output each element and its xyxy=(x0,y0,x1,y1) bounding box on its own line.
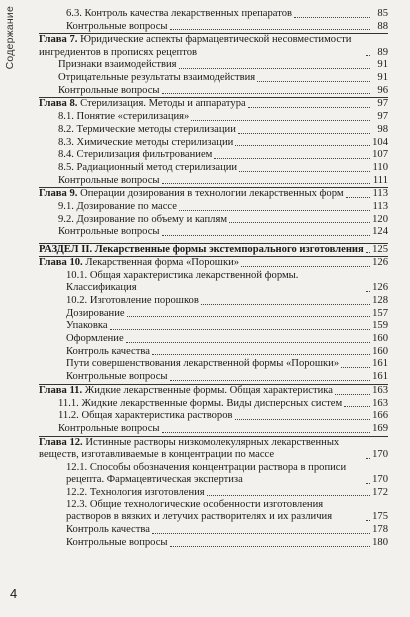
dot-leader xyxy=(366,291,370,292)
toc-entry-text: Признаки взаимодействия xyxy=(58,59,177,71)
toc-entry xyxy=(39,149,388,161)
toc-entry xyxy=(39,8,388,20)
toc-entry-prefix: Глава 10. xyxy=(39,257,83,269)
dot-leader xyxy=(238,133,370,134)
toc-entry-title xyxy=(58,72,255,84)
toc-entry xyxy=(39,243,388,256)
dot-leader xyxy=(170,546,370,547)
toc-entry-text: 6.3. Контроль качества лекарственных препаратов xyxy=(66,8,293,19)
toc-entry xyxy=(39,226,388,238)
toc-entry-text: Упаковка xyxy=(66,320,108,332)
toc-entry-text: Истинные растворы низкомолекулярных лекарственных веществ, изготавливаемые в концентрации по массе xyxy=(39,436,340,460)
toc-entry-prefix: Глава 11. xyxy=(39,384,83,396)
toc-entry-page: 85 xyxy=(377,8,388,19)
toc-entry-text: 10.1. Общая характеристика лекарственной формы. Классификация xyxy=(66,270,299,294)
toc-entry-prefix: Глава 7. xyxy=(39,34,78,46)
toc-entry-page: 120 xyxy=(372,213,388,225)
toc-entry-title xyxy=(66,270,364,294)
toc-entry-page: 126 xyxy=(372,282,388,294)
toc-entry-title xyxy=(39,385,333,397)
toc-entry-title xyxy=(58,410,233,422)
toc-entry-title xyxy=(66,320,108,332)
toc-entry xyxy=(39,137,388,149)
toc-entry-text: Контроль качества xyxy=(66,524,150,536)
toc-entry-page: 91 xyxy=(377,59,388,71)
toc-entry-title xyxy=(58,137,233,149)
toc-entry xyxy=(39,398,388,410)
dot-leader xyxy=(366,55,370,56)
toc-entry-page: 159 xyxy=(372,320,388,332)
toc-entry xyxy=(39,175,388,187)
toc-entry-title xyxy=(58,398,342,410)
toc-entry-title xyxy=(66,308,125,320)
toc-entry-title xyxy=(58,201,177,213)
toc-entry-text: 8.5. Радиационный метод стерилизации xyxy=(58,161,238,173)
toc-entry-title xyxy=(66,8,292,20)
toc-entry-page: 161 xyxy=(372,371,388,383)
toc-entry-title xyxy=(66,371,168,383)
toc-entry-page: 163 xyxy=(372,397,388,409)
toc-entry-title xyxy=(39,98,246,110)
toc-entry-title xyxy=(66,333,124,345)
dot-leader xyxy=(179,68,370,69)
toc-entry-title xyxy=(39,34,364,58)
toc-entry-title xyxy=(39,437,364,461)
toc-entry-page: 113 xyxy=(372,188,388,200)
dot-leader xyxy=(366,252,370,253)
toc-entry-title xyxy=(66,462,364,486)
dot-leader xyxy=(152,533,370,534)
toc-entry xyxy=(39,346,388,358)
toc-entry-text: Лекарственные формы экстемпорального изготовления xyxy=(94,243,364,255)
toc-entry xyxy=(39,462,388,486)
toc-entry-text: 11.2. Общая характеристика растворов xyxy=(58,410,233,422)
toc-entry-title xyxy=(58,423,160,435)
toc-entry-text: 12.3. Общие технологические особенности изготовления растворов в вязких и летучих растворителях и их различия xyxy=(66,499,333,523)
toc-entry-text: 9.2. Дозирование по объему и каплям xyxy=(58,213,228,225)
toc-entry xyxy=(39,97,388,110)
toc-entry-text: 8.2. Термические методы стерилизации xyxy=(58,123,236,135)
toc-entry-page: 161 xyxy=(372,358,388,370)
dot-leader xyxy=(110,329,370,330)
toc-entry-prefix: Глава 12. xyxy=(39,436,83,448)
toc-entry-title xyxy=(66,295,199,307)
toc-entry-page: 124 xyxy=(372,226,388,238)
toc-entry-title xyxy=(66,524,150,536)
toc-entry xyxy=(39,201,388,213)
toc-entry xyxy=(39,72,388,84)
toc-entry-text: Контроль качества xyxy=(66,345,150,357)
toc-entry-text: Контрольные вопросы xyxy=(58,84,160,96)
toc-entry xyxy=(39,21,388,33)
toc-entry-text: Лекарственная форма «Порошки» xyxy=(85,257,240,269)
toc-entry-page: 89 xyxy=(377,46,388,58)
toc-entry-title xyxy=(58,111,189,123)
toc-entry-title xyxy=(66,21,168,33)
dot-leader xyxy=(366,520,370,521)
toc-entry-title xyxy=(66,346,150,358)
toc-entry-text: 9.1. Дозирование по массе xyxy=(58,201,177,213)
toc-entry-text: Дозирование xyxy=(66,307,125,319)
dot-leader xyxy=(207,495,370,496)
dot-leader xyxy=(248,107,370,108)
toc-entry-page: 170 xyxy=(372,473,388,485)
dot-leader xyxy=(341,367,370,368)
toc-entry xyxy=(39,214,388,226)
dot-leader xyxy=(229,222,370,223)
toc-entry-page: 104 xyxy=(372,136,388,148)
dot-leader xyxy=(344,406,370,407)
toc-entry-title xyxy=(39,257,239,269)
toc-entry-text: Контрольные вопросы xyxy=(58,423,160,434)
toc-entry xyxy=(39,295,388,307)
toc-entry xyxy=(39,333,388,345)
toc-entry-text: Контрольные вопросы xyxy=(66,371,168,383)
toc-entry-text: Контрольные вопросы xyxy=(58,226,160,238)
dot-leader xyxy=(294,17,370,18)
dot-leader xyxy=(235,145,370,146)
table-of-contents xyxy=(39,8,388,550)
toc-entry xyxy=(39,487,388,499)
dot-leader xyxy=(162,432,370,433)
toc-entry xyxy=(39,436,388,461)
toc-entry-prefix: Глава 8. xyxy=(39,98,78,110)
toc-entry-title xyxy=(58,124,236,136)
toc-entry xyxy=(39,423,388,435)
toc-entry-page: 175 xyxy=(372,511,388,523)
toc-entry-text: Пути совершенствования лекарственной формы «Порошки» xyxy=(66,358,340,370)
toc-entry xyxy=(39,371,388,383)
toc-entry xyxy=(39,499,388,523)
toc-entry-text: Жидкие лекарственные формы. Общая характеристика xyxy=(84,384,333,396)
dot-leader xyxy=(201,304,370,305)
toc-entry-title xyxy=(58,175,160,187)
toc-entry-text: Операции дозирования в технологии лекарственных форм xyxy=(80,188,344,200)
toc-entry-page: 98 xyxy=(377,123,388,135)
toc-entry xyxy=(39,358,388,370)
toc-entry-page: 111 xyxy=(372,174,388,186)
toc-entry-page: 96 xyxy=(377,84,388,96)
toc-entry-title xyxy=(58,149,212,161)
dot-leader xyxy=(170,29,370,30)
toc-entry-page: 125 xyxy=(372,243,388,255)
toc-entry xyxy=(39,410,388,422)
toc-entry-text: 8.1. Понятие «стерилизация» xyxy=(58,111,190,123)
toc-entry-page: 91 xyxy=(377,72,388,84)
dot-leader xyxy=(162,235,370,236)
dot-leader xyxy=(366,483,370,484)
dot-leader xyxy=(214,158,370,159)
toc-entry-text: 10.2. Изготовление порошков xyxy=(66,294,199,306)
dot-leader xyxy=(191,120,370,121)
toc-entry-text: Контрольные вопросы xyxy=(66,536,168,548)
toc-entry-page: 170 xyxy=(372,448,388,460)
dot-leader xyxy=(126,342,370,343)
section-side-label: Содержание xyxy=(4,6,16,70)
toc-entry xyxy=(39,162,388,174)
toc-entry-page: 97 xyxy=(377,111,388,123)
dot-leader xyxy=(257,81,370,82)
toc-entry-text: Оформление xyxy=(66,333,124,345)
toc-entry-text: Отрицательные результаты взаимодействия xyxy=(58,72,256,84)
dot-leader xyxy=(162,93,370,94)
toc-entry-title xyxy=(58,162,237,174)
toc-entry xyxy=(39,320,388,332)
toc-entry-title xyxy=(66,487,205,499)
toc-entry-text: Стерилизация. Методы и аппаратура xyxy=(80,98,246,110)
toc-entry-title xyxy=(66,499,364,523)
toc-entry-text: Контрольные вопросы xyxy=(66,20,168,32)
toc-entry-prefix: РАЗДЕЛ II. xyxy=(39,243,93,255)
toc-entry-page: 110 xyxy=(372,161,388,173)
toc-entry-text: Юридические аспекты фармацевтической несовместимости ингредиентов в прописях рецептов xyxy=(39,34,352,58)
toc-entry xyxy=(39,33,388,58)
toc-entry-title xyxy=(58,85,160,97)
toc-entry-text: Контрольные вопросы xyxy=(58,174,160,186)
toc-entry xyxy=(39,256,388,269)
toc-entry-page: 180 xyxy=(372,536,388,548)
page-number: 4 xyxy=(10,586,18,601)
dot-leader xyxy=(162,183,370,184)
toc-entry-page: 126 xyxy=(372,257,388,269)
toc-entry-text: 11.1. Жидкие лекарственные формы. Виды дисперсных систем xyxy=(58,397,343,409)
toc-entry xyxy=(39,187,388,200)
toc-entry-page: 160 xyxy=(372,333,388,345)
toc-entry-title xyxy=(66,358,339,370)
toc-entry-title xyxy=(39,188,344,200)
toc-entry-title xyxy=(39,244,364,256)
toc-entry-page: 172 xyxy=(372,486,388,498)
toc-entry-text: 12.1. Способы обозначения концентрации раствора в прописи рецепта. Фармацевтическая экспертиза xyxy=(66,461,347,485)
toc-entry-page: 113 xyxy=(372,201,388,213)
toc-entry-page: 163 xyxy=(372,384,388,396)
dot-leader xyxy=(152,354,370,355)
toc-entry xyxy=(39,524,388,536)
dot-leader xyxy=(239,171,370,172)
toc-entry-page: 128 xyxy=(372,294,388,306)
toc-entry xyxy=(39,124,388,136)
toc-entry-title xyxy=(58,59,177,71)
toc-entry-title xyxy=(58,226,160,238)
toc-entry xyxy=(39,270,388,294)
toc-entry-text: 8.4. Стерилизация фильтрованием xyxy=(58,149,213,161)
toc-entry-title xyxy=(66,537,168,549)
dot-leader xyxy=(127,316,370,317)
toc-entry-title xyxy=(58,214,227,226)
toc-entry-page: 157 xyxy=(372,307,388,319)
toc-entry-text: 12.2. Технология изготовления xyxy=(66,486,205,498)
toc-entry xyxy=(39,85,388,97)
toc-entry-prefix: Глава 9. xyxy=(39,188,78,200)
dot-leader xyxy=(241,266,370,267)
toc-entry xyxy=(39,308,388,320)
dot-leader xyxy=(170,380,370,381)
toc-entry-page: 178 xyxy=(372,524,388,536)
toc-entry-page: 169 xyxy=(372,423,388,434)
toc-entry-page: 88 xyxy=(377,20,388,32)
toc-entry-page: 107 xyxy=(372,149,388,161)
toc-entry xyxy=(39,384,388,397)
dot-leader xyxy=(346,197,370,198)
dot-leader xyxy=(366,458,370,459)
dot-leader xyxy=(235,419,370,420)
dot-leader xyxy=(335,394,370,395)
toc-entry-page: 160 xyxy=(372,345,388,357)
toc-entry xyxy=(39,537,388,549)
dot-leader xyxy=(179,210,370,211)
toc-entry xyxy=(39,59,388,71)
toc-entry-page: 97 xyxy=(377,98,388,110)
toc-entry-text: 8.3. Химические методы стерилизации xyxy=(58,136,234,148)
toc-entry-page: 166 xyxy=(372,410,388,422)
toc-entry xyxy=(39,111,388,123)
